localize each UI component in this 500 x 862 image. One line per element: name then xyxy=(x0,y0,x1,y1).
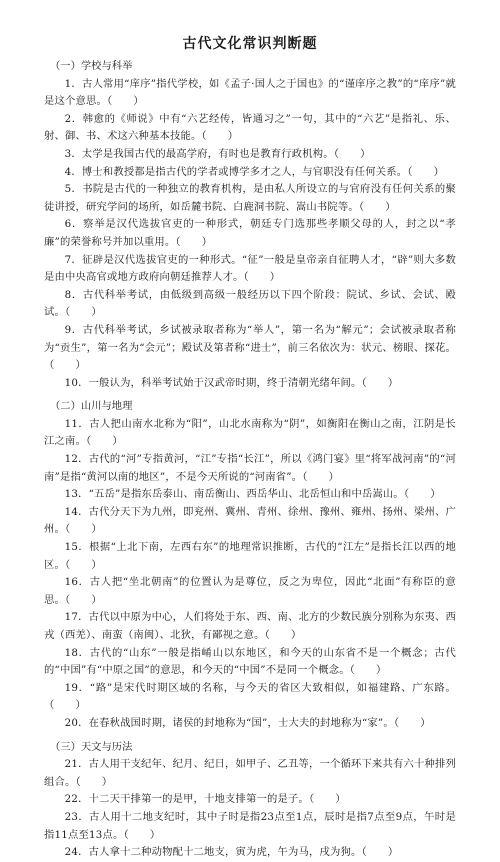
question-10: 10．一般认为，科举考试始于汉武帝时期，终于清朝光绪年间。（ ） xyxy=(64,376,399,389)
section-heading-schools: （一）学校与科举 xyxy=(50,60,133,72)
question-4: 4．博士和教授都是指古代的学者或博学多才之人，与官职没有任何关系。（ ） xyxy=(64,165,445,178)
question-3: 3．太学是我国古代的最高学府，有时也是教育行政机构。（ ） xyxy=(64,147,371,160)
question-7: 7．征辟是汉代选拔官吏的一种形式。“征”一般是皇帝亲自征聘人才，“辟”则大多数是由中央高官或地方政府向朝廷推荐人才。（ ） xyxy=(44,253,456,284)
question-6: 6．察举是汉代选拔官吏的一种形式，朝廷专门选那些孝顺父母的人，封之以“孝廉”的荣誉称号并加以重用。（ ） xyxy=(44,218,456,248)
question-13: 13．“五岳”是指东岳泰山、南岳衡山、西岳华山、北岳恒山和中岳嵩山。（ ） xyxy=(64,488,441,501)
question-15: 15．根据“上北下南，左西右东”的地理常识推断，古代的“江左”是指长江以西的地区。（ ） xyxy=(44,541,456,571)
question-11: 11．古人把山南水北称为“阳”，山北水南称为“阴”，如衡阳在衡山之南，江阴是长江之南。（ ） xyxy=(44,417,456,448)
section-heading-astronomy: （三）天文与历法 xyxy=(50,740,133,753)
question-1: 1．古人常用“庠序”指代学校，如《孟子·国人之于国也》的“谨庠序之教”的“庠序”就是这个意思。（ ） xyxy=(44,77,456,108)
question-12: 12．古代的“河”专指黄河，“江”专指“长江”，所以《鸿门宴》里“将军战河南”的“河南”是指“黄河以南的地区”，不是今天所说的“河南省”。（ ） xyxy=(44,453,456,483)
question-18: 18．古代的“山东”一般是指崤山以东地区，和今天的山东省不是一个概念；古代的“中国”有“中原之国”的意思，和今天的“中国”不是同一个概念。（ ） xyxy=(44,646,456,677)
question-5: 5．书院是古代的一种独立的教育机构，是由私人所设立的与官府没有任何关系的聚徒讲授，研究学问的场所，如岳麓书院、白鹿洞书院、嵩山书院等。（ ） xyxy=(44,183,456,213)
question-19: 19．“路”是宋代时期区域的名称，与今天的省区大致相似，如福建路、广东路。（ ） xyxy=(44,681,456,712)
question-21: 21．古人用干支纪年、纪月、纪日，如甲子、乙丑等，一个循环下来共有六十种排列组合。（ ） xyxy=(44,758,456,788)
question-23: 23．古人用十二地支纪时，其中子时是指23点至1点，辰时是指7点至9点，午时是指11点至13点。（ ） xyxy=(44,810,456,841)
question-17: 17．古代以中原为中心，人们将处于东、西、南、北方的少数民族分别称为东夷、西戎（西羌）、南蛮（南闽）、北狄，有鄙视之意。（ ） xyxy=(44,611,456,641)
question-20: 20．在春秋战国时期，诸侯的封地称为“国”，士大夫的封地称为“家”。（ ） xyxy=(64,716,431,729)
question-22: 22．十二天干排第一的是甲，十地支排第一的是子。（ ） xyxy=(64,793,346,806)
page-title: 古代文化常识判断题 xyxy=(182,36,318,52)
question-14: 14．古代分天下为九州，即兖州、冀州、青州、徐州、豫州、雍州、扬州、梁州、广州。（ ） xyxy=(44,505,456,536)
question-24: 24．古人拿十二种动物配十二地支，寅为虎，午为马，戌为狗。（ ） xyxy=(64,846,399,859)
question-16: 16．古人把“坐北朝南”的位置认为是尊位，反之为卑位，因此“北面”有称臣的意思。（ ） xyxy=(44,576,456,606)
question-2: 2．韩愈的《师说》中有“六艺经传，皆通习之”一句，其中的“六艺”是指礼、乐、射、御、书、术这六种基本技能。（ ） xyxy=(44,112,456,143)
question-8: 8．古代科举考试，由低级到高级一般经历以下四个阶段：院试、乡试、会试、殿试。（ ） xyxy=(44,288,456,319)
question-9: 9．古代科举考试，乡试被录取者称为“举人”，第一名为“解元”；会试被录取者称为“贡生”，第一名为“会元”；殿试及第者称“进士”，前三名依次为：状元、榜眼、探花。（ ） xyxy=(44,323,456,372)
section-heading-geography: （二）山川与地理 xyxy=(50,400,133,413)
